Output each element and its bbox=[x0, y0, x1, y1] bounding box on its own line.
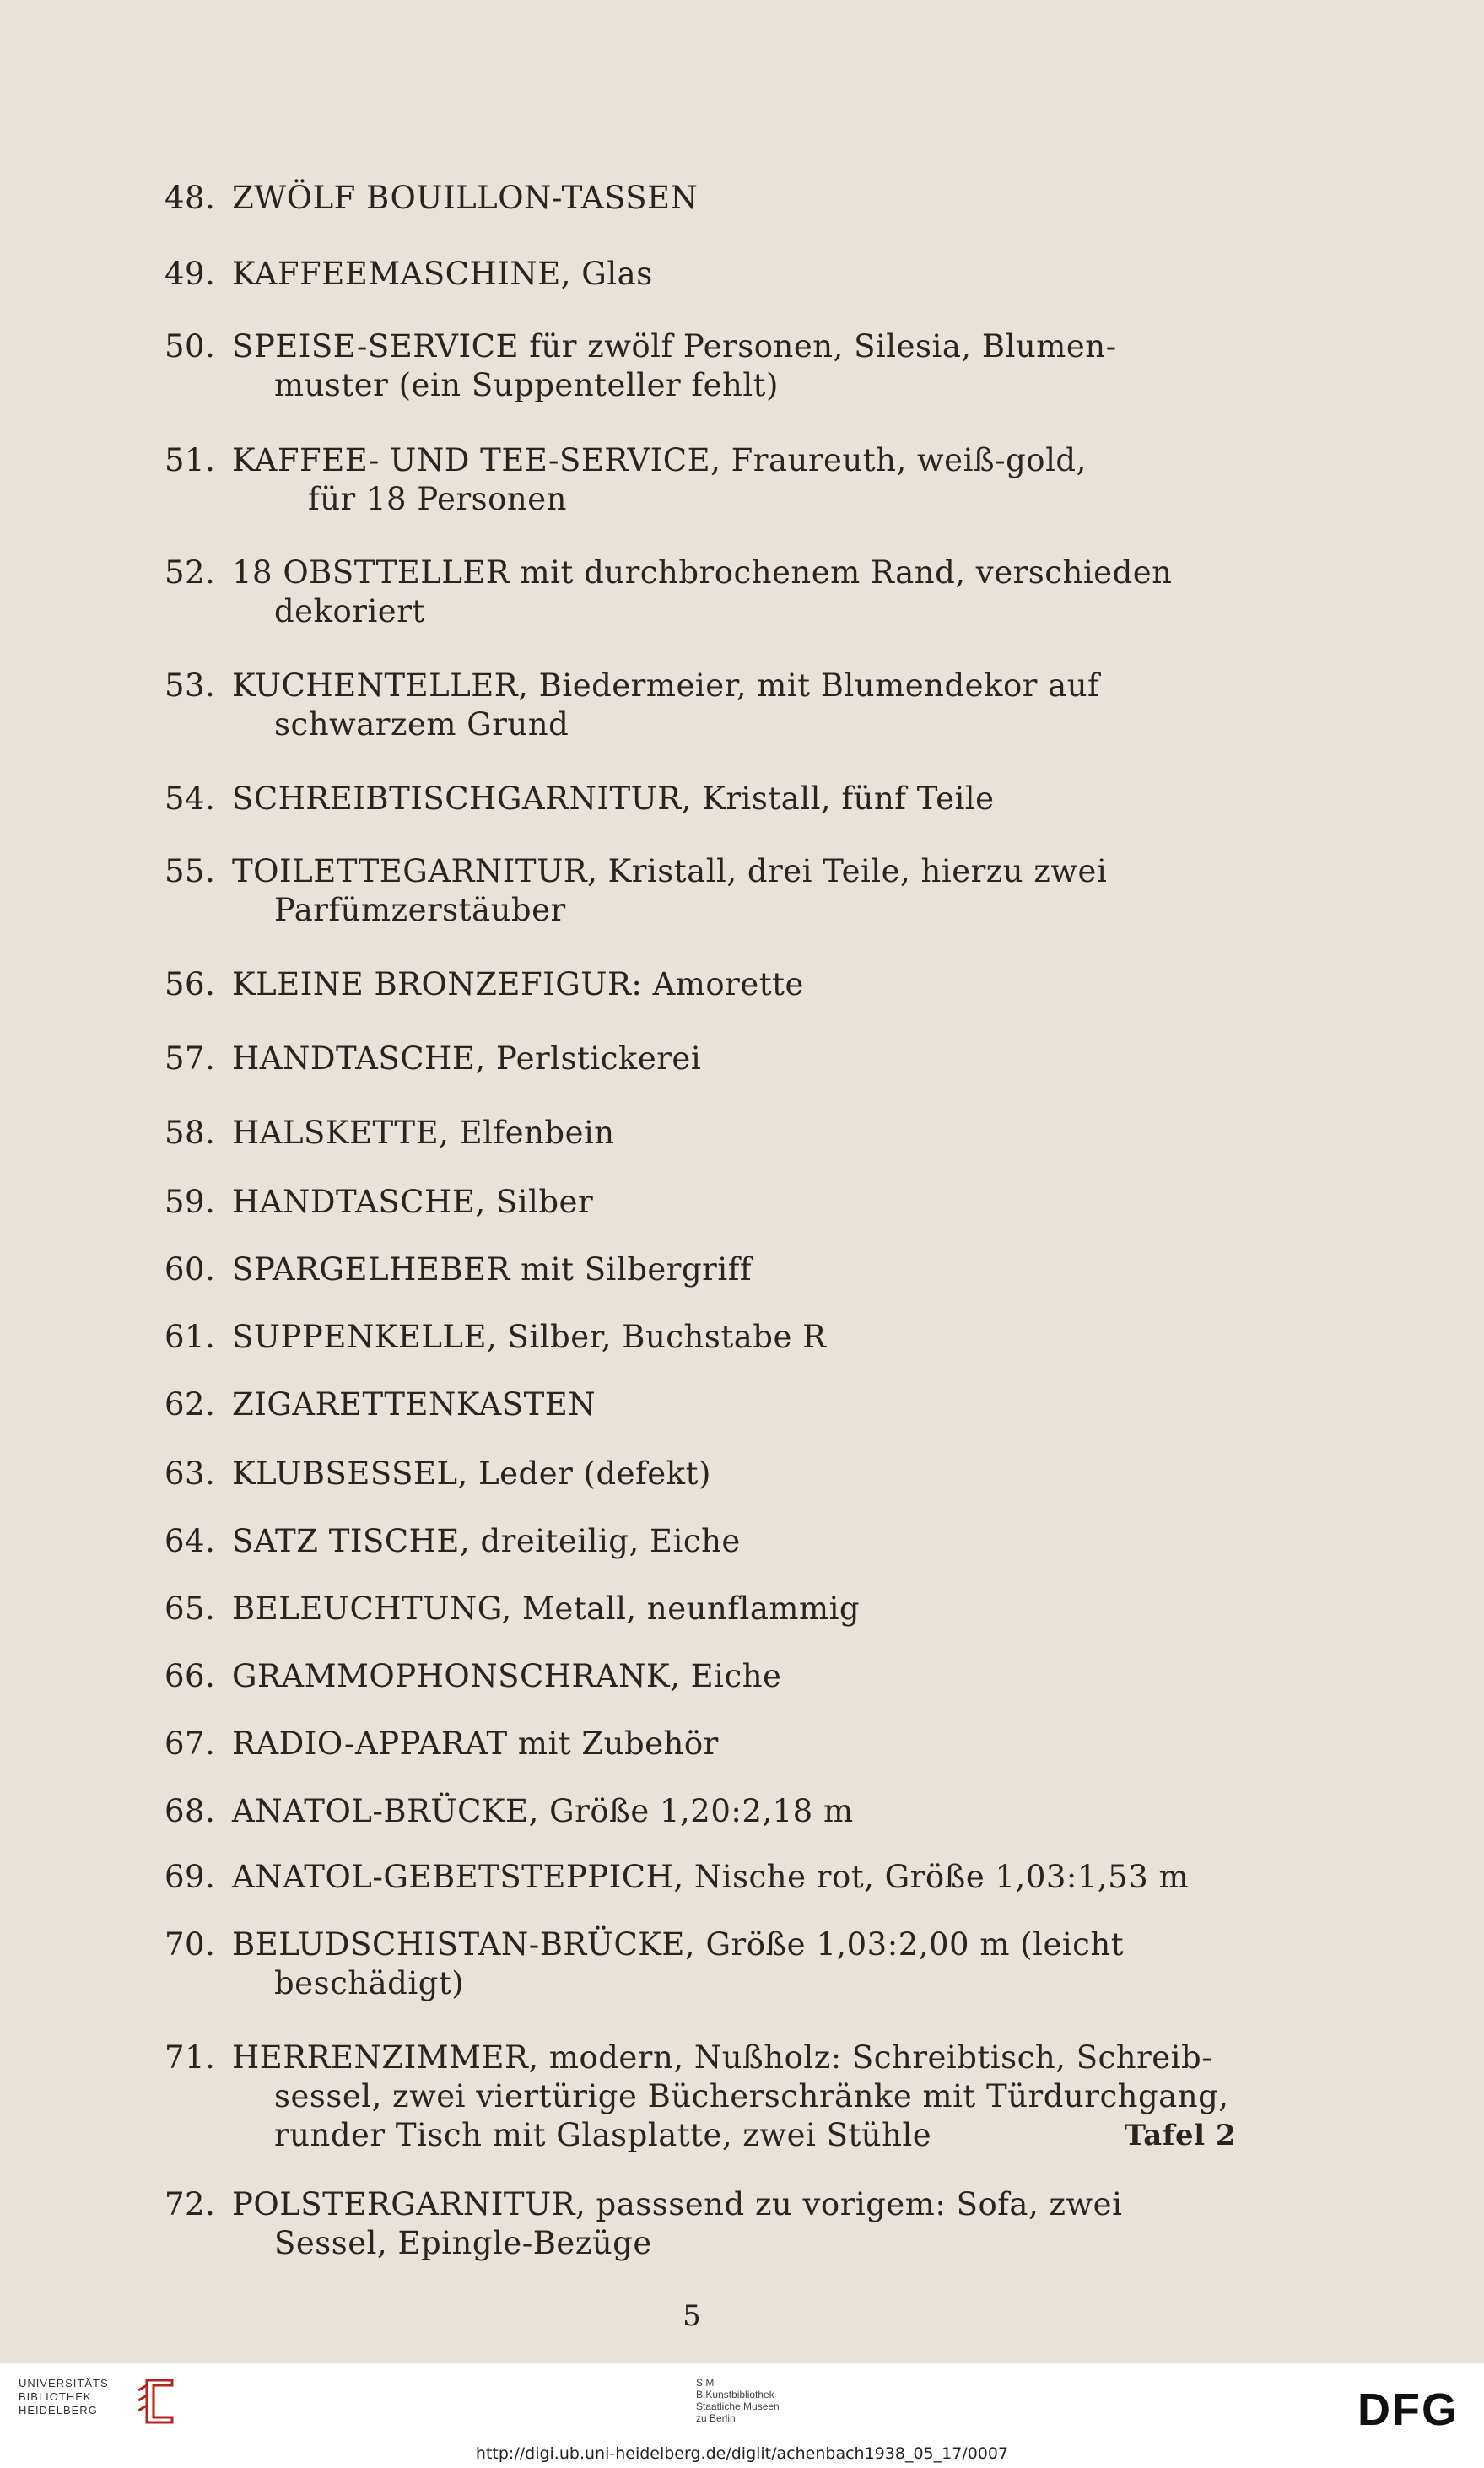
entry-number: 50. bbox=[165, 328, 216, 365]
dfg-logo[interactable]: DFG bbox=[1357, 2384, 1459, 2435]
entry-number: 61. bbox=[165, 1319, 216, 1355]
entry-number: 55. bbox=[165, 853, 216, 889]
entry-text: SPEISE-SERVICE für zwölf Personen, Silesia, Blumen- bbox=[232, 328, 1117, 365]
entry-number: 51. bbox=[165, 442, 216, 478]
entry-number: 59. bbox=[165, 1184, 216, 1220]
catalog-entry bbox=[165, 965, 1236, 1004]
catalog-entry bbox=[165, 1114, 1236, 1153]
catalog-entry bbox=[165, 1590, 1236, 1628]
entry-number: 64. bbox=[165, 1523, 216, 1559]
entry-text: TOILETTEGARNITUR, Kristall, drei Teile, hierzu zwei bbox=[232, 853, 1108, 889]
entry-text-continued: runder Tisch mit Glasplatte, zwei Stühle bbox=[274, 2117, 932, 2153]
entry-text-continued: beschädigt) bbox=[274, 1965, 465, 2001]
entry-number: 72. bbox=[165, 2186, 216, 2222]
entry-number: 69. bbox=[165, 1859, 216, 1895]
viewer-footer bbox=[0, 2363, 1484, 2468]
entry-text: POLSTERGARNITUR, passsend zu vorigem: Sofa, zwei bbox=[232, 2186, 1123, 2222]
catalog-entry bbox=[165, 1925, 1236, 2003]
university-mark-icon bbox=[135, 2375, 179, 2426]
entry-number: 71. bbox=[165, 2039, 216, 2076]
entry-number: 62. bbox=[165, 1386, 216, 1423]
entry-text-continued: sessel, zwei viertürige Bücherschränke mit Türdurchgang, bbox=[274, 2078, 1229, 2114]
entry-number: 49. bbox=[165, 256, 216, 292]
entry-text: KLUBSESSEL, Leder (defekt) bbox=[232, 1455, 711, 1492]
catalog-entry bbox=[165, 1792, 1236, 1831]
catalog-entry bbox=[165, 179, 1236, 218]
catalog-entry bbox=[165, 441, 1236, 519]
catalog-entry bbox=[165, 1318, 1236, 1357]
catalog-entry bbox=[165, 1183, 1236, 1222]
entry-text: KAFFEEMASCHINE, Glas bbox=[232, 256, 653, 292]
entry-number: 48. bbox=[165, 180, 216, 216]
catalog-entry bbox=[165, 1522, 1236, 1561]
entry-text: HANDTASCHE, Silber bbox=[232, 1184, 594, 1220]
entry-number: 66. bbox=[165, 1658, 216, 1694]
entry-text: KUCHENTELLER, Biedermeier, mit Blumendekor auf bbox=[232, 667, 1100, 704]
entry-text: ZWÖLF BOUILLON-TASSEN bbox=[232, 180, 699, 216]
logo-text: UNIVERSITÄTS- bbox=[19, 2377, 113, 2390]
permalink-url[interactable]: http://digi.ub.uni-heidelberg.de/diglit/achenbach1938_05_17/0007 bbox=[475, 2444, 1009, 2463]
page-number: 5 bbox=[683, 2299, 701, 2333]
logo-text: HEIDELBERG bbox=[19, 2404, 98, 2417]
catalog-entry bbox=[165, 1725, 1236, 1763]
catalog-entry bbox=[165, 554, 1236, 631]
logo-text: S M bbox=[696, 2377, 715, 2389]
catalog-entry bbox=[165, 852, 1236, 930]
entry-text: GRAMMOPHONSCHRANK, Eiche bbox=[232, 1658, 782, 1694]
catalog-entry bbox=[165, 1040, 1236, 1078]
catalog-entry bbox=[165, 667, 1236, 744]
entry-text-continued: schwarzem Grund bbox=[274, 706, 569, 743]
smb-logo[interactable] bbox=[696, 2377, 780, 2424]
entry-text: 18 OBSTTELLER mit durchbrochenem Rand, verschieden bbox=[232, 554, 1173, 591]
entry-number: 70. bbox=[165, 1926, 216, 1963]
catalog-entry bbox=[165, 255, 1236, 294]
catalog-entry bbox=[165, 1455, 1236, 1493]
logo-text: zu Berlin bbox=[696, 2412, 736, 2424]
entry-text-continued: Parfümzerstäuber bbox=[274, 892, 566, 928]
catalog-entry bbox=[165, 1250, 1236, 1289]
entry-number: 53. bbox=[165, 667, 216, 704]
entry-text: BELUDSCHISTAN-BRÜCKE, Größe 1,03:2,00 m (leicht bbox=[232, 1926, 1125, 1963]
entry-text: BELEUCHTUNG, Metall, neunflammig bbox=[232, 1590, 861, 1627]
entry-number: 67. bbox=[165, 1725, 216, 1762]
logo-text: Staatliche Museen bbox=[696, 2400, 780, 2412]
catalog-entry bbox=[165, 780, 1236, 818]
entry-text: HANDTASCHE, Perlstickerei bbox=[232, 1040, 702, 1077]
entry-number: 56. bbox=[165, 966, 216, 1002]
catalog-entry bbox=[165, 2039, 1236, 2155]
entry-text: KLEINE BRONZEFIGUR: Amorette bbox=[232, 966, 804, 1002]
entry-text: ANATOL-BRÜCKE, Größe 1,20:2,18 m bbox=[232, 1793, 854, 1829]
logo-text: B Kunstbibliothek bbox=[696, 2389, 774, 2400]
entry-number: 68. bbox=[165, 1793, 216, 1829]
entry-number: 52. bbox=[165, 554, 216, 591]
catalog-entry bbox=[165, 2185, 1236, 2263]
catalog-entry bbox=[165, 1858, 1236, 1897]
plate-reference: Tafel 2 bbox=[1124, 2119, 1236, 2152]
entry-number: 57. bbox=[165, 1040, 216, 1077]
entry-text: ANATOL-GEBETSTEPPICH, Nische rot, Größe 1,03:1,53 m bbox=[232, 1859, 1190, 1895]
entry-text-continued: muster (ein Suppenteller fehlt) bbox=[274, 367, 779, 403]
catalog-entry bbox=[165, 327, 1236, 405]
entry-text: SCHREIBTISCHGARNITUR, Kristall, fünf Teile bbox=[232, 780, 995, 817]
entry-text: SPARGELHEBER mit Silbergriff bbox=[232, 1251, 753, 1288]
catalog-entry bbox=[165, 1657, 1236, 1696]
entry-number: 58. bbox=[165, 1115, 216, 1151]
entry-text: RADIO-APPARAT mit Zubehör bbox=[232, 1725, 719, 1762]
logo-text: BIBLIOTHEK bbox=[19, 2390, 92, 2403]
entry-text: HALSKETTE, Elfenbein bbox=[232, 1115, 615, 1151]
entry-text: SATZ TISCHE, dreiteilig, Eiche bbox=[232, 1523, 741, 1559]
entry-number: 65. bbox=[165, 1590, 216, 1627]
entry-text: ZIGARETTENKASTEN bbox=[232, 1386, 596, 1423]
university-library-logo[interactable] bbox=[19, 2377, 113, 2417]
entry-number: 60. bbox=[165, 1251, 216, 1288]
entry-text: KAFFEE- UND TEE-SERVICE, Fraureuth, weiß-gold, bbox=[232, 442, 1087, 478]
entry-number: 54. bbox=[165, 780, 216, 817]
entry-text-continued: dekoriert bbox=[274, 593, 425, 629]
entry-text-continued: Sessel, Epingle-Bezüge bbox=[274, 2225, 652, 2261]
entry-text-continued: für 18 Personen bbox=[308, 481, 567, 517]
entry-text: SUPPENKELLE, Silber, Buchstabe R bbox=[232, 1319, 827, 1355]
entry-text: HERRENZIMMER, modern, Nußholz: Schreibtisch, Schreib- bbox=[232, 2039, 1213, 2076]
entry-number: 63. bbox=[165, 1455, 216, 1492]
catalog-entry bbox=[165, 1385, 1236, 1424]
